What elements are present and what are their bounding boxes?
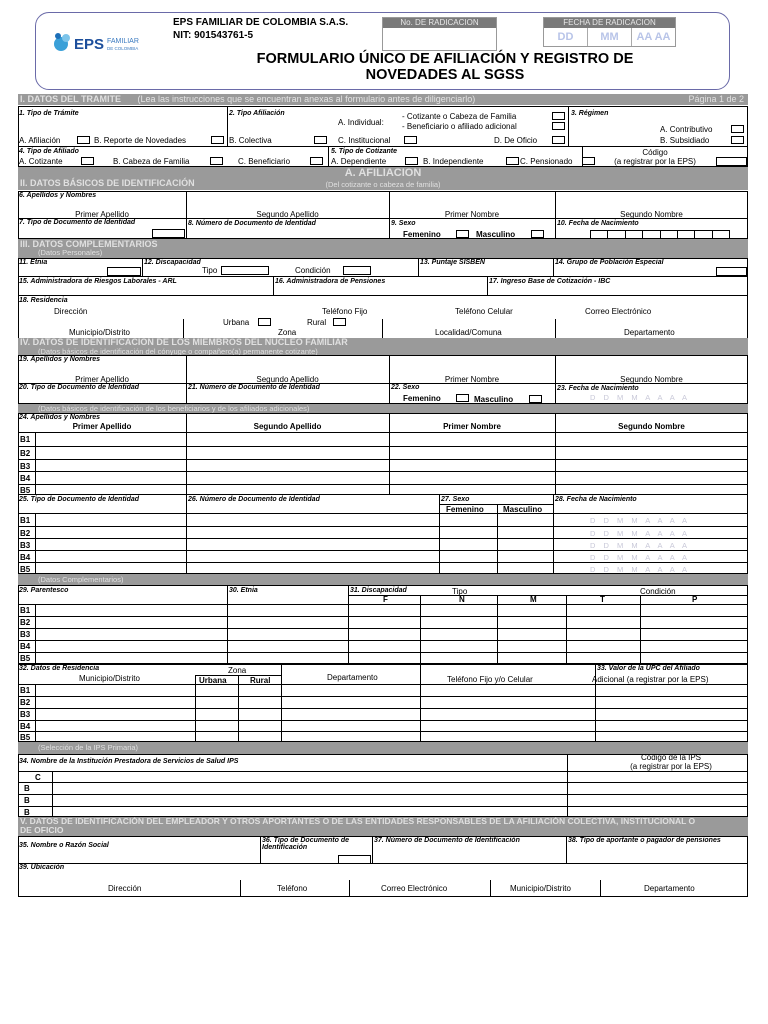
ips-row-c: C: [35, 773, 41, 782]
f32-telefono: Teléfono Fijo y/o Celular: [447, 675, 533, 684]
f18-municipio: Municipio/Distrito: [69, 328, 130, 337]
fecha-dd[interactable]: DD: [544, 28, 588, 46]
f2-opt1-checkbox[interactable]: [552, 112, 565, 120]
f24-n2: Segundo Nombre: [618, 422, 685, 431]
f27-fem: Femenino: [446, 505, 484, 514]
f19-n2: Segundo Nombre: [620, 375, 683, 384]
afiliacion-sub: (Del cotizante o cabeza de familia): [325, 180, 441, 189]
section-5-title2: DE OFICIO: [20, 825, 64, 835]
row-b4: B4: [20, 474, 31, 483]
f36-label: 36. Tipo de Documento de: [262, 837, 349, 844]
f3a-label: A. Contributivo: [660, 125, 713, 134]
f7-box[interactable]: [152, 229, 185, 238]
section-4-sub: (Datos básicos de identificación del cónyuge o compañero(a) permanente cotizante): [38, 347, 318, 356]
f10-label: 10. Fecha de Nacimiento: [557, 220, 639, 227]
f19-ap1: Primer Apellido: [75, 375, 129, 384]
segundo-nombre: Segundo Nombre: [620, 210, 683, 219]
par-row-b5: B5: [20, 654, 31, 663]
section-5-title: V. DATOS DE IDENTIFICACIÓN DEL EMPLEADOR Y OTROS APORTANTES O DE LAS ENTIDADES RESPONSABLES DE LA AFILIACIÓN COLECTIVA, INSTITUCIONAL O: [20, 817, 696, 826]
section-1-title: I. DATOS DEL TRAMITE: [20, 94, 122, 104]
f6-label: 6. Apellidos y Nombres: [19, 192, 97, 199]
f39-municipio: Municipio/Distrito: [510, 884, 571, 893]
f10-date-boxes[interactable]: [590, 230, 730, 239]
row-b3: B3: [20, 462, 31, 471]
f9-fem-checkbox[interactable]: [456, 230, 469, 238]
fecha-aaaa[interactable]: AA AA: [636, 31, 671, 43]
f3b-label: B. Subsidiado: [660, 136, 710, 145]
f4-label: 4. Tipo de Afiliado: [19, 148, 79, 155]
f21-label: 21. Número de Documento de Identidad: [188, 384, 320, 391]
f22-mas: Masculino: [474, 395, 514, 404]
f31-T: T: [600, 595, 605, 604]
codigo-label: Código: [642, 148, 668, 157]
f32-rural: Rural: [250, 676, 271, 685]
f18-direccion: Dirección: [54, 307, 88, 316]
f28-date-b2[interactable]: D D M M A A A A: [590, 529, 691, 538]
svg-text:FAMILIAR: FAMILIAR: [107, 38, 139, 45]
f8-label: 8. Número de Documento de Identidad: [188, 220, 316, 227]
f4c-checkbox[interactable]: [310, 157, 323, 165]
doc-row-b5: B5: [20, 565, 31, 574]
f18-departamento: Departamento: [624, 328, 675, 337]
complementarios-bar: [18, 574, 748, 585]
f34-label: 34. Nombre de la Institución Prestadora de Servicios de Salud IPS: [19, 758, 239, 765]
f7-label: 7. Tipo de Documento de Identidad: [19, 219, 136, 226]
section-4-title: IV. DATOS DE IDENTIFICACIÓN DE LOS MIEMBROS DEL NÚCLEO FAMILIAR: [20, 338, 348, 347]
f22-fem-checkbox[interactable]: [456, 394, 469, 402]
beneficiarios-sub: (Datos básicos de identificación de los beneficiarios y de los afiliados adicionales): [38, 404, 310, 413]
f28-label: 28. Fecha de Nacimiento: [555, 496, 637, 503]
section-3-sub: (Datos Personales): [38, 248, 103, 257]
f9-mas: Masculino: [476, 230, 516, 239]
f18-label: 18. Residencia: [19, 297, 68, 304]
form-title-line2: NOVEDADES AL SGSS: [365, 67, 525, 83]
f33-adicional: Adicional (a registrar por la EPS): [592, 675, 709, 684]
codigo-sub: (a registrar por la EPS): [614, 157, 696, 166]
form-title-line1: FORMULARIO ÚNICO DE AFILIACIÓN Y REGISTRO DE: [256, 51, 634, 67]
f22-mas-checkbox[interactable]: [529, 395, 542, 403]
f31-F: F: [383, 595, 388, 604]
f2-opt2: - Beneficiario o afiliado adicional: [402, 122, 517, 131]
f5a-label: A. Dependiente: [331, 157, 387, 166]
f18-correo: Correo Electrónico: [585, 307, 652, 316]
section-1-note: (Lea las instrucciones que se encuentran anexas al formulario antes de diligenciarlo): [137, 94, 476, 104]
f5a-checkbox[interactable]: [405, 157, 418, 165]
res-row-b4: B4: [20, 722, 31, 731]
f32-departamento: Departamento: [327, 673, 378, 682]
f13-label: 13. Puntaje SISBEN: [420, 259, 485, 266]
f32-zona: Zona: [228, 666, 247, 675]
f12-label: 12. Discapacidad: [144, 259, 201, 266]
ips-sub: (Selección de la IPS Primaria): [38, 743, 139, 752]
f31-tipo: Tipo: [452, 587, 468, 596]
f29-label: 29. Parentesco: [19, 587, 69, 594]
f2-individual: A. Individual:: [338, 118, 384, 127]
f28-date-b4[interactable]: D D M M A A A A: [590, 553, 691, 562]
f19-n1: Primer Nombre: [444, 375, 500, 384]
f4b-checkbox[interactable]: [210, 157, 223, 165]
f35-label: 35. Nombre o Razón Social: [19, 842, 109, 849]
row-b1: B1: [20, 435, 31, 444]
afiliacion-title: A. AFILIACION: [344, 167, 422, 179]
f2-opt1: - Cotizante o Cabeza de Familia: [402, 112, 517, 121]
f37-label: 37. Número de Documento de Identificación: [374, 837, 520, 844]
f33-label: 33. Valor de la UPC del Afiliado: [597, 665, 700, 672]
f31-P: P: [692, 595, 698, 604]
f24-label: 24. Apellidos y Nombres: [19, 414, 101, 421]
f14-label: 14. Grupo de Población Especial: [555, 259, 664, 266]
f31-N: N: [459, 595, 465, 604]
f3-label: 3. Régimen: [571, 110, 609, 117]
doc-row-b4: B4: [20, 553, 31, 562]
f39-telefono: Teléfono: [277, 884, 308, 893]
f5-label: 5. Tipo de Cotizante: [331, 148, 397, 155]
par-row-b1: B1: [20, 606, 31, 615]
f24-ap2: Segundo Apellido: [253, 422, 322, 431]
f14-box[interactable]: [716, 267, 747, 276]
par-row-b2: B2: [20, 618, 31, 627]
par-row-b4: B4: [20, 642, 31, 651]
f18-urbana-checkbox[interactable]: [258, 318, 271, 326]
f12-tipo: Tipo: [202, 266, 218, 275]
f11-label: 11. Etnia: [19, 259, 48, 266]
f32-urbana: Urbana: [199, 676, 227, 685]
fecha-mm[interactable]: MM: [588, 28, 632, 46]
f28-date-b3[interactable]: D D M M A A A A: [590, 541, 691, 550]
ips-row-b3: B: [24, 808, 30, 817]
radicacion-label: No. DE RADICACION: [383, 18, 496, 28]
f39-direccion: Dirección: [108, 884, 142, 893]
res-row-b1: B1: [20, 686, 31, 695]
f5c-checkbox[interactable]: [582, 157, 595, 165]
ips-row-b2: B: [24, 796, 30, 805]
f31-condicion: Condición: [640, 587, 676, 596]
codigo-box[interactable]: [716, 157, 747, 166]
res-row-b3: B3: [20, 710, 31, 719]
f9-label: 9. Sexo: [391, 220, 416, 227]
f20-label: 20. Tipo de Documento de Identidad: [19, 384, 140, 391]
cod-ips-sub: (a registrar por la EPS): [630, 762, 712, 771]
f39-correo: Correo Electrónico: [381, 884, 448, 893]
section-3-title: III. DATOS COMPLEMENTARIOS: [20, 239, 158, 249]
f2d-label: D. De Oficio: [494, 136, 538, 145]
f23-label: 23. Fecha de Nacimiento: [557, 385, 639, 392]
f2c-label: C. Institucional: [338, 136, 391, 145]
f39-departamento: Departamento: [644, 884, 695, 893]
f28-date-b5[interactable]: D D M M A A A A: [590, 565, 691, 574]
radicacion-box[interactable]: [382, 17, 497, 51]
f22-fem: Femenino: [403, 394, 441, 403]
row-b5: B5: [20, 486, 31, 495]
form-title: [205, 51, 685, 83]
f2-label: 2. Tipo Afiliación: [229, 110, 285, 117]
section-3-bar: [18, 239, 748, 258]
fecha-radicacion-box[interactable]: [543, 17, 676, 47]
f25-label: 25. Tipo de Documento de Identidad: [19, 496, 140, 503]
f19-label: 19. Apellidos y Nombres: [19, 356, 101, 363]
company-nit: NIT: 901543761-5: [173, 30, 254, 41]
f30-label: 30. Etnia: [229, 587, 258, 594]
res-row-b5: B5: [20, 733, 31, 742]
f9-mas-checkbox[interactable]: [531, 230, 544, 238]
f2d-checkbox[interactable]: [552, 136, 565, 144]
svg-text:EPS: EPS: [74, 36, 105, 53]
f38-label: 38. Tipo de aportante o pagador de pensiones: [568, 837, 721, 844]
company-name: EPS FAMILIAR DE COLOMBIA S.A.S.: [173, 17, 349, 28]
f27-label: 27. Sexo: [441, 496, 470, 503]
f1a-label: A. Afiliación: [19, 136, 61, 145]
cod-ips-label: Código de la IPS: [640, 753, 702, 762]
f5b-checkbox[interactable]: [506, 157, 519, 165]
page-number: Página 1 de 2: [688, 94, 744, 104]
f18-localidad: Localidad/Comuna: [435, 328, 502, 337]
primer-apellido: Primer Apellido: [75, 210, 129, 219]
f18-zona: Zona: [278, 328, 297, 337]
f4a-checkbox[interactable]: [81, 157, 94, 165]
f11-box[interactable]: [107, 267, 141, 276]
f5b-label: B. Independiente: [423, 157, 484, 166]
section-4-bar: [18, 338, 748, 356]
f9-fem: Femenino: [403, 230, 441, 239]
svg-text:DE COLOMBIA: DE COLOMBIA: [107, 46, 139, 51]
f28-date-b1[interactable]: D D M M A A A A: [590, 516, 691, 525]
f1-label: 1. Tipo de Trámite: [19, 110, 79, 117]
f4b-label: B. Cabeza de Familia: [113, 157, 190, 166]
f12-condicion: Condición: [295, 266, 331, 275]
section-5-bar: [18, 817, 748, 836]
f1a-checkbox[interactable]: [77, 136, 90, 144]
f4a-label: A. Cotizante: [19, 157, 63, 166]
f36-label-2: Identificación: [262, 844, 308, 851]
f17-label: 17. Ingreso Base de Cotización - IBC: [489, 278, 611, 285]
f2b-checkbox[interactable]: [314, 136, 327, 144]
f18-telefono: Teléfono Fijo: [322, 307, 368, 316]
f15-label: 15. Administradora de Riesgos Laborales - ARL: [19, 278, 177, 285]
beneficiarios-bar: [18, 404, 748, 413]
primer-nombre: Primer Nombre: [444, 210, 500, 219]
f4c-label: C. Beneficiario: [238, 157, 291, 166]
f18-rural-checkbox[interactable]: [333, 318, 346, 326]
f1b-label: B. Reporte de Novedades: [94, 136, 187, 145]
f3b-checkbox[interactable]: [731, 136, 744, 144]
f3a-checkbox[interactable]: [731, 125, 744, 133]
ips-row-b1: B: [24, 784, 30, 793]
f31-M: M: [530, 595, 537, 604]
f31-label: 31. Discapacidad: [350, 587, 407, 594]
f2-opt2-checkbox[interactable]: [552, 122, 565, 130]
f18-urbana: Urbana: [223, 318, 250, 327]
par-row-b3: B3: [20, 630, 31, 639]
f23-date-ghost[interactable]: D D M M A A A A: [590, 393, 691, 402]
f12-tipo-box[interactable]: [221, 266, 269, 275]
f1b-checkbox[interactable]: [211, 136, 224, 144]
f32-municipio: Municipio/Distrito: [79, 674, 140, 683]
f39-label: 39. Ubicación: [19, 864, 65, 871]
f18-rural: Rural: [307, 318, 327, 327]
company-info: [173, 16, 348, 42]
complementarios-sub: (Datos Complementarios): [38, 575, 124, 584]
f24-ap1: Primer Apellido: [72, 422, 132, 431]
f24-n1: Primer Nombre: [443, 422, 501, 431]
f27-mas: Masculino: [503, 505, 543, 514]
f2b-label: B. Colectiva: [229, 136, 272, 145]
fecha-radicacion-label: FECHA DE RADICACION: [544, 18, 675, 28]
f18-celular: Teléfono Celular: [455, 307, 513, 316]
row-b2: B2: [20, 449, 31, 458]
section-1-bar: [18, 94, 748, 105]
f26-label: 26. Número de Documento de Identidad: [188, 496, 320, 503]
segundo-apellido: Segundo Apellido: [256, 210, 319, 219]
f2c-checkbox[interactable]: [404, 136, 417, 144]
res-row-b2: B2: [20, 698, 31, 707]
f32-label: 32. Datos de Residencia: [19, 665, 100, 672]
f12-cond-box[interactable]: [343, 266, 371, 275]
f19-ap2: Segundo Apellido: [256, 375, 319, 384]
eps-logo: [52, 28, 162, 58]
doc-row-b2: B2: [20, 529, 31, 538]
f22-label: 22. Sexo: [391, 384, 420, 391]
afiliacion-bar: [18, 167, 748, 190]
doc-row-b3: B3: [20, 541, 31, 550]
f5c-label: C. Pensionado: [520, 157, 573, 166]
f16-label: 16. Administradora de Pensiones: [275, 278, 386, 285]
section-2-title: II. DATOS BÁSICOS DE IDENTIFICACIÓN: [20, 178, 195, 188]
doc-row-b1: B1: [20, 516, 31, 525]
